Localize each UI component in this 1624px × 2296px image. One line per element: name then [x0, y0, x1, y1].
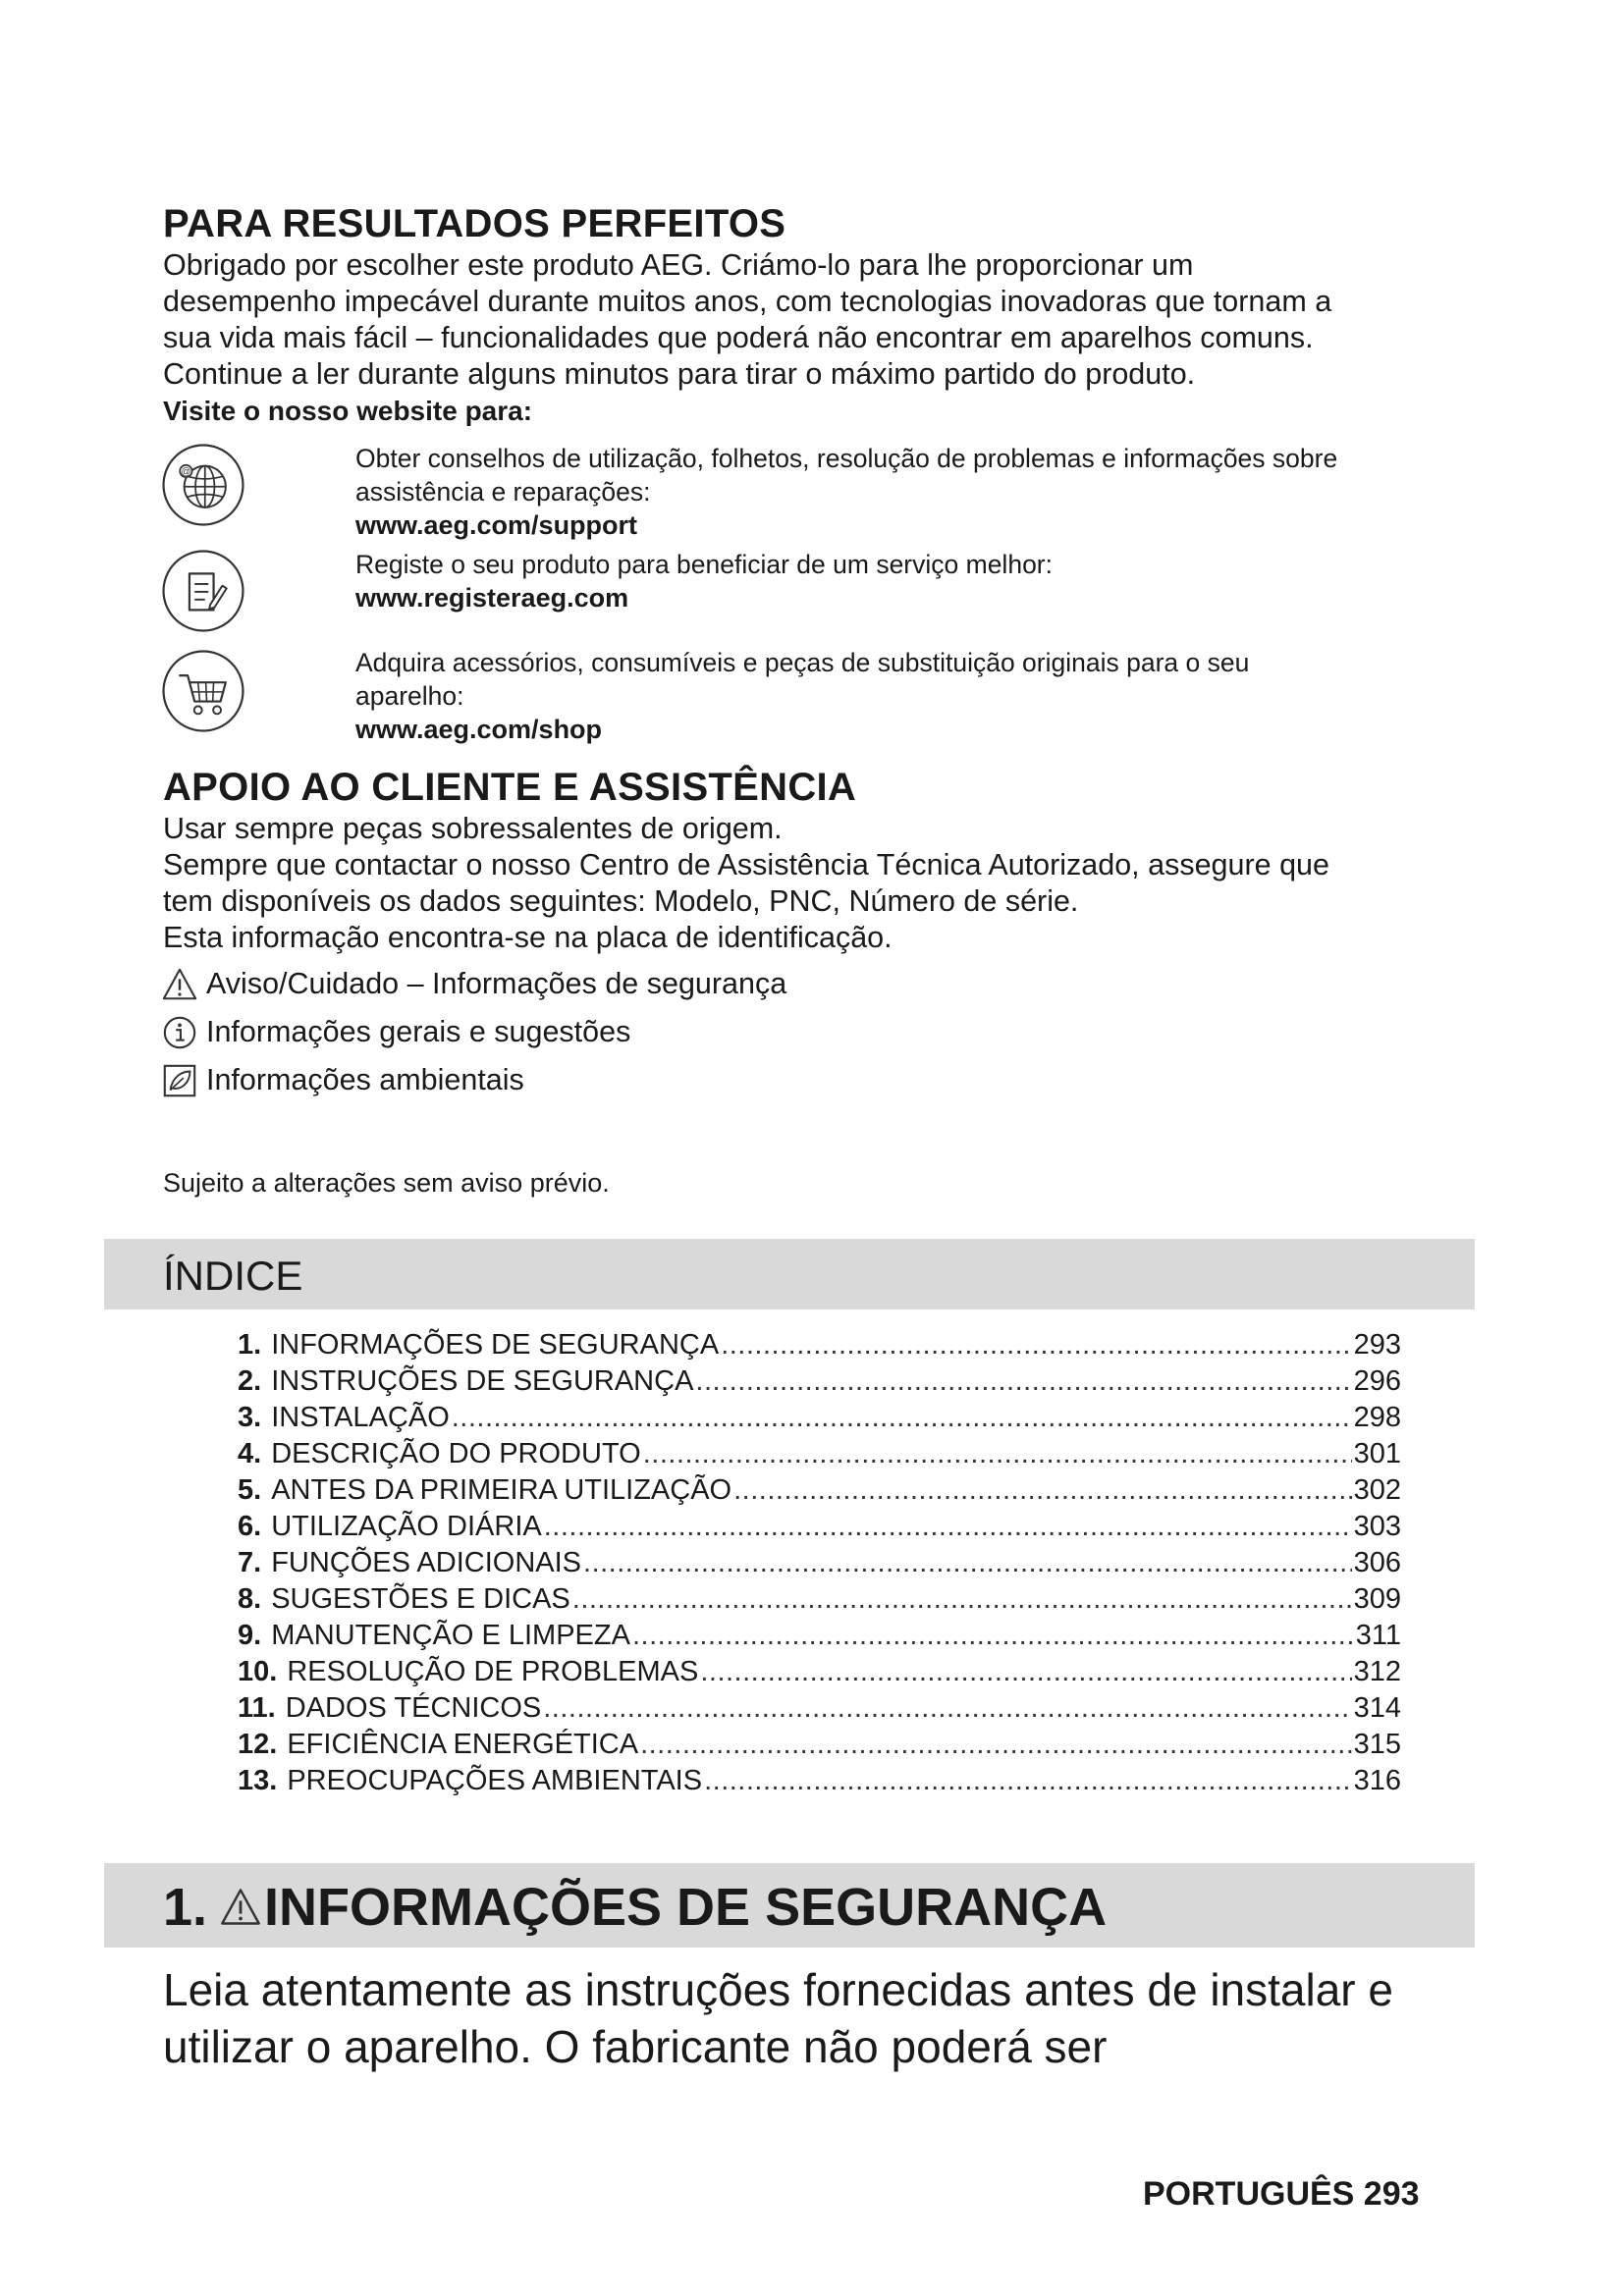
service-line: assistência e reparações:: [355, 477, 651, 507]
register-link[interactable]: www.registeraeg.com: [355, 583, 629, 613]
support-body: [163, 811, 1329, 956]
section-title: INFORMAÇÕES DE SEGURANÇA: [264, 1878, 1108, 1937]
legend: [161, 960, 786, 1104]
service-line: Registe o seu produto para beneficiar de um serviço melhor:: [355, 550, 1053, 579]
body-line: tem disponíveis os dados seguintes: Modelo, PNC, Número de série.: [163, 884, 1079, 918]
body-line: Continue a ler durante alguns minutos para tirar o máximo partido do produto.: [163, 357, 1196, 391]
toc-item[interactable]: 9. MANUTENÇÃO E LIMPEZA ..... 311: [238, 1618, 1401, 1654]
body-line: sua vida mais fácil – funcionalidades que poderá não encontrar em aparelhos comuns.: [163, 321, 1314, 354]
shop-link[interactable]: www.aeg.com/shop: [355, 715, 603, 744]
toc-item[interactable]: 4. DESCRIÇÃO DO PRODUTO ..... 301: [238, 1436, 1401, 1472]
perfect-results-title: PARA RESULTADOS PERFEITOS: [163, 202, 786, 245]
toc-item[interactable]: 3. INSTALAÇÃO ..... 298: [238, 1400, 1401, 1436]
toc-item[interactable]: 10. RESOLUÇÃO DE PROBLEMAS ..... 312: [238, 1654, 1401, 1690]
service-support: [355, 442, 1337, 542]
warning-icon: [219, 1886, 262, 1929]
service-register: [355, 548, 1053, 614]
visit-label: Visite o nosso website para:: [163, 396, 533, 426]
intro-line: utilizar o aparelho. O fabricante não poderá ser: [163, 2021, 1108, 2072]
body-line: Esta informação encontra-se na placa de identificação.: [163, 921, 893, 954]
leaf-icon: [161, 1062, 198, 1099]
intro-line: Leia atentamente as instruções fornecidas antes de instalar e: [163, 1964, 1393, 2015]
service-line: aparelho:: [355, 681, 464, 711]
toc-item[interactable]: 5. ANTES DA PRIMEIRA UTILIZAÇÃO ..... 302: [238, 1472, 1401, 1509]
legend-text: Informações gerais e sugestões: [206, 1015, 631, 1048]
toc-item[interactable]: 13. PREOCUPAÇÕES AMBIENTAIS ..... 316: [238, 1763, 1401, 1799]
service-line: Obter conselhos de utilização, folhetos, resolução de problemas e informações sobre: [355, 444, 1338, 473]
legend-text: Informações ambientais: [206, 1063, 524, 1096]
toc-item[interactable]: 8. SUGESTÕES E DICAS ..... 309: [238, 1581, 1401, 1618]
toc-item[interactable]: 7. FUNÇÕES ADICIONAIS ..... 306: [238, 1545, 1401, 1581]
legend-environment: [161, 1056, 786, 1104]
service-shop: [355, 646, 1249, 746]
page-footer: PORTUGUÊS 293: [1143, 2175, 1420, 2213]
body-line: Obrigado por escolher este produto AEG. Criámo-lo para lhe proporcionar um: [163, 248, 1194, 282]
toc-item[interactable]: 11. DADOS TÉCNICOS ..... 314: [238, 1690, 1401, 1727]
toc-item[interactable]: 2. INSTRUÇÕES DE SEGURANÇA ..... 296: [238, 1363, 1401, 1400]
section-heading: [163, 1877, 1107, 1938]
table-of-contents: [238, 1327, 1401, 1799]
change-notice: Sujeito a alterações sem aviso prévio.: [163, 1168, 610, 1198]
register-icon: [160, 548, 246, 639]
body-line: Usar sempre peças sobressalentes de origem.: [163, 812, 783, 845]
section-intro: [163, 1961, 1393, 2075]
support-link[interactable]: www.aeg.com/support: [355, 510, 638, 540]
index-title: ÍNDICE: [163, 1253, 303, 1299]
body-line: Sempre que contactar o nosso Centro de Assistência Técnica Autorizado, assegure que: [163, 848, 1329, 881]
perfect-results-body: [163, 247, 1331, 393]
globe-icon: [160, 442, 246, 533]
index-header-band: [104, 1239, 1475, 1309]
legend-text: Aviso/Cuidado – Informações de segurança: [206, 967, 787, 1000]
body-line: desempenho impecável durante muitos anos, com tecnologias inovadoras que tornam a: [163, 285, 1332, 318]
warning-icon: [161, 966, 198, 1003]
service-line: Adquira acessórios, consumíveis e peças de substituição originais para o seu: [355, 648, 1250, 677]
toc-item[interactable]: 6. UTILIZAÇÃO DIÁRIA ..... 303: [238, 1509, 1401, 1545]
toc-item[interactable]: 1. INFORMAÇÕES DE SEGURANÇA ..... 293: [238, 1327, 1401, 1363]
cart-icon: [160, 648, 246, 739]
toc-item[interactable]: 12. EFICIÊNCIA ENERGÉTICA ..... 315: [238, 1727, 1401, 1763]
section-number: 1.: [163, 1878, 208, 1937]
legend-info: [161, 1008, 786, 1056]
support-title: APOIO AO CLIENTE E ASSISTÊNCIA: [163, 766, 857, 809]
info-icon: [161, 1014, 198, 1051]
legend-warning: [161, 960, 786, 1008]
svg-text:@: @: [181, 466, 191, 478]
